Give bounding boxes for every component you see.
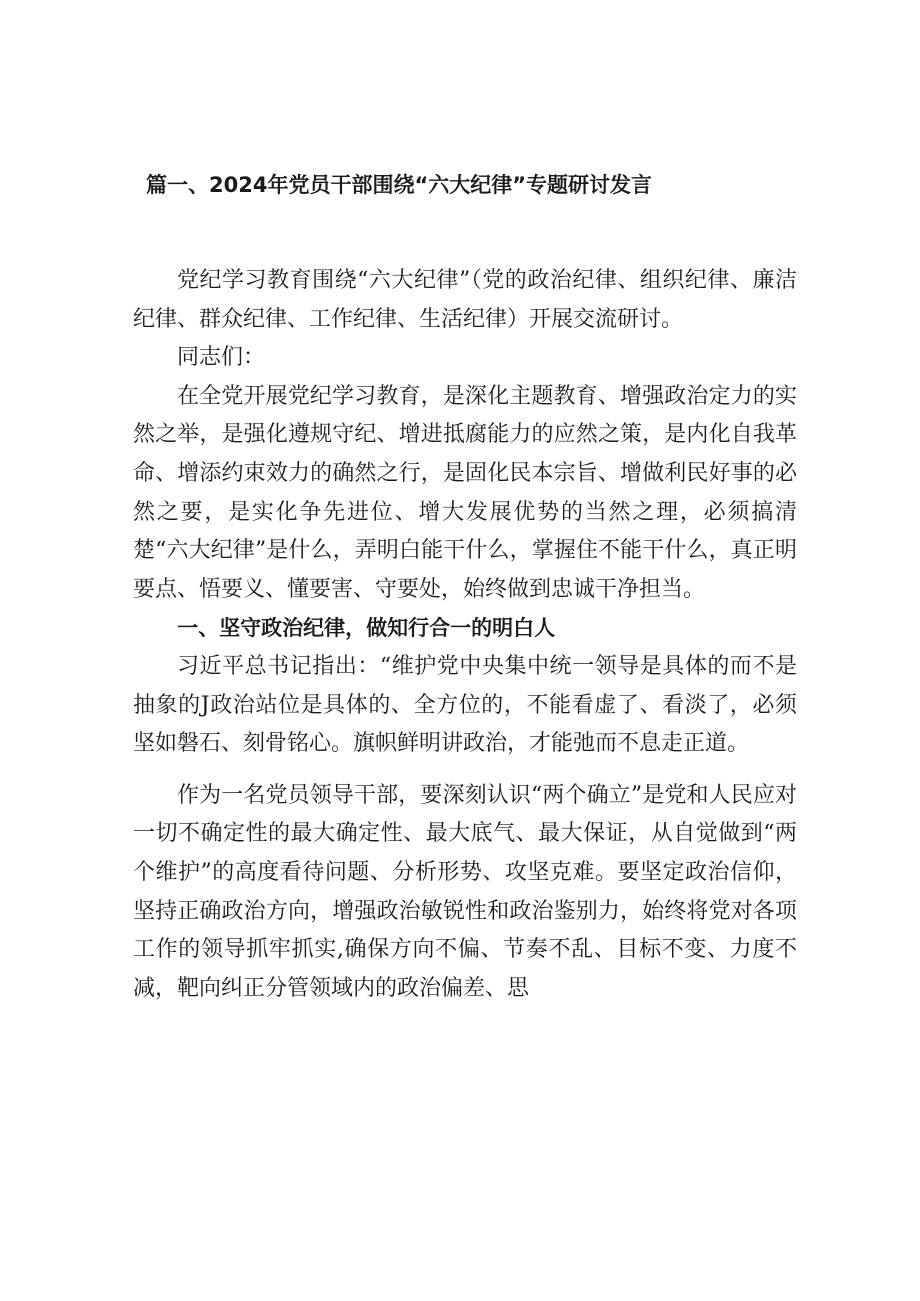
salutation: 同志们： [177,345,266,371]
section-heading: 一、坚守政治纪律，做知行合一的明白人 [177,616,556,641]
document-title: 篇一、2024年党员干部围绕“六大纪律”专题研讨发言 [146,173,653,197]
intro-paragraph: 党纪学习教育围绕“六大纪律”（党的政治纪律、组织纪律、廉洁纪律、群众纪律、工作纪律、生活纪律）开展交流研讨。 [133,268,797,332]
opening-paragraph: 在全党开展党纪学习教育，是深化主题教育、增强政治定力的实然之举，是强化遵规守纪、增进抵腐能力的应然之策，是内化自我革命、增添约束效力的确然之行，是固化民本宗旨、增做利民好事的必然之要，是实化争先进位、增大发展优势的当然之理，必须搞清楚“六大纪律”是什么，弄明白能干什么，掌握住不能干什么，真正明要点、悟要义、懂要害、守要处，始终做到忠诚干净担当。 [133,383,797,602]
quote-paragraph: 习近平总书记指出：“维护党中央集中统一领导是具体的而不是抽象的J政治站位是具体的、全方位的，不能看虚了、看淡了，必须坚如磐石、刻骨铭心。旗帜鲜明讲政治，才能弛而不息走正道。 [133,653,797,757]
document-body [133,262,797,1008]
body-paragraph: 作为一名党员领导干部，要深刻认识“两个确立”是党和人民应对一切不确定性的最大确定性、最大底气、最大保证，从自觉做到“两个维护”的高度看待问题、分析形势、攻坚克难。要坚定政治信仰，坚持正确政治方向，增强政治敏锐性和政治鉴别力，始终将党对各项工作的领导抓牢抓实,确保方向不偏、节奏不乱、目标不变、力度不减，靶向纠正分管领域内的政治偏差、思 [133,782,797,1001]
